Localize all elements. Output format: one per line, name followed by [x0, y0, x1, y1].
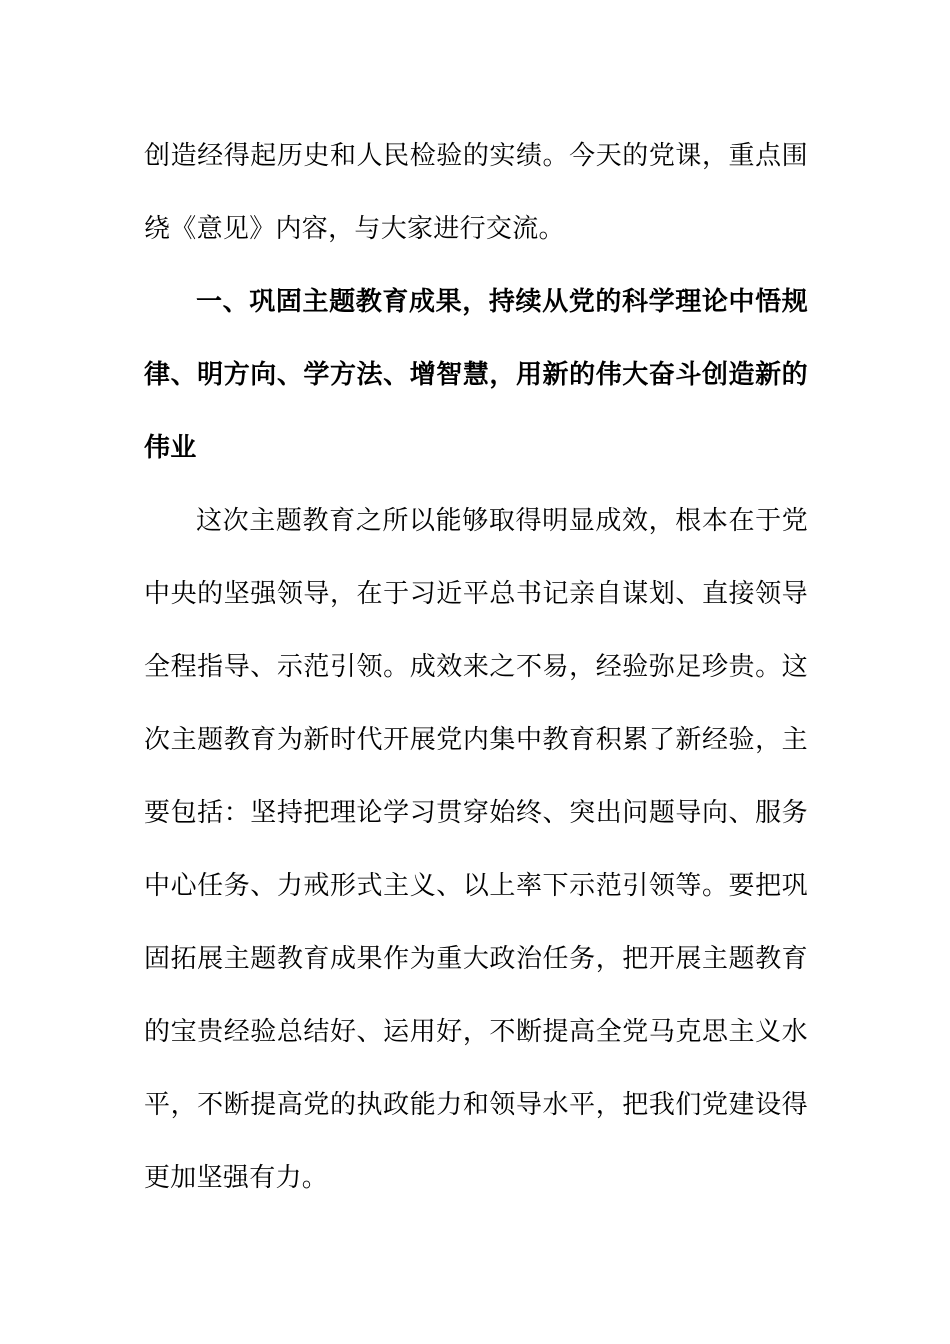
document-body	[144, 120, 808, 1215]
section-heading: 一、巩固主题教育成果，持续从党的科学理论中悟规律、明方向、学方法、增智慧，用新的伟大奋斗创造新的伟业	[144, 287, 808, 463]
body-paragraph: 这次主题教育之所以能够取得明显成效，根本在于党中央的坚强领导，在于习近平总书记亲自谋划、直接领导全程指导、示范引领。成效来之不易，经验弥足珍贵。这次主题教育为新时代开展党内集中教育积累了新经验，主要包括：坚持把理论学习贯穿始终、突出问题导向、服务中心任务、力戒形式主义、以上率下示范引领等。要把巩固拓展主题教育成果作为重大政治任务，把开展主题教育的宝贵经验总结好、运用好，不断提高全党马克思主义水平，不断提高党的执政能力和领导水平，把我们党建设得更加坚强有力。	[144, 506, 808, 1193]
body-paragraph-continuation: 创造经得起历史和人民检验的实绩。今天的党课，重点围绕《意见》内容，与大家进行交流。	[144, 141, 808, 244]
